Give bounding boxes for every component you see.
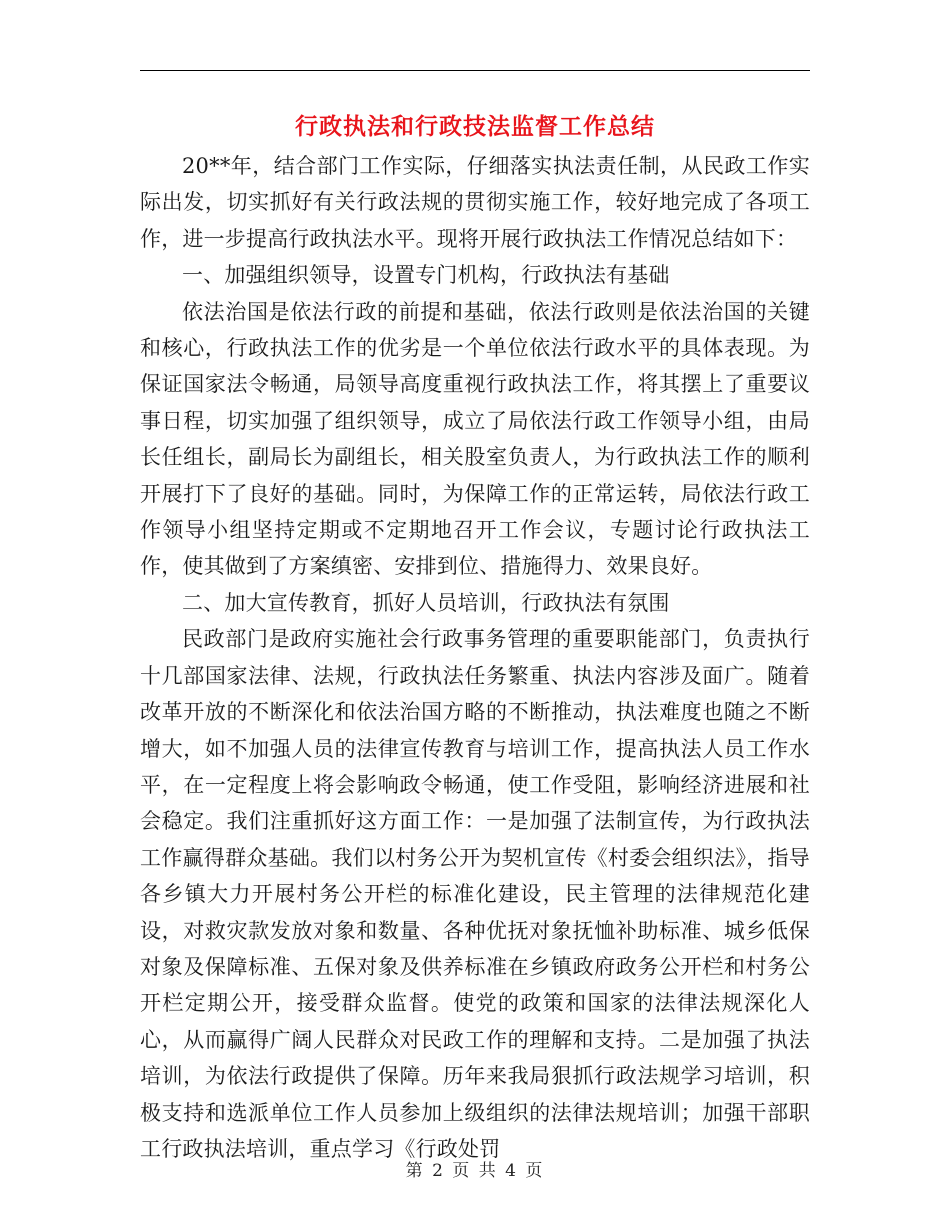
document-title: 行政执法和行政技法监督工作总结 bbox=[295, 113, 655, 140]
header-rule bbox=[140, 70, 810, 71]
paragraph-section-2: 民政部门是政府实施社会行政事务管理的重要职能部门，负责执行十几部国家法律、法规，行政执法任务繁重、执法内容涉及面广。随着改革开放的不断深化和依法治国方略的不断推动，执法难度也随之不断增大，如不加强人员的法律宣传教育与培训工作，提高执法人员工作水平，在一定程度上将会影响政令畅通，使工作受阻，影响经济进展和社会稳定。我们注重抓好这方面工作：一是加强了法制宣传，为行政执法工作赢得群众基础。我们以村务公开为契机宣传《村委会组织法》，指导各乡镇大力开展村务公开栏的标准化建设，民主管理的法律规范化建设，对救灾款发放对象和数量、各种优抚对象抚恤补助标准、城乡低保对象及保障标准、五保对象及供养标准在乡镇政府政务公开栏和村务公开栏定期公开，接受群众监督。使党的政策和国家的法律法规深化人心，从而赢得广阔人民群众对民政工作的理解和支持。二是加强了执法培训，为依法行政提供了保障。历年来我局狠抓行政法规学习培训，积极支持和选派单位工作人员参加上级组织的法律法规培训；加强干部职工行政执法培训，重点学习《行政处罚 bbox=[140, 627, 810, 1161]
section-heading-2: 二、加大宣传教育，抓好人员培训，行政执法有氛围 bbox=[182, 590, 670, 615]
document-body bbox=[140, 148, 810, 1167]
section-heading-1: 一、加强组织领导，设置专门机构，行政执法有基础 bbox=[182, 263, 670, 288]
paragraph-section-1: 依法治国是依法行政的前提和基础，依法行政则是依法治国的关键和核心，行政执法工作的优劣是一个单位依法行政水平的具体表现。为保证国家法令畅通，局领导高度重视行政执法工作，将其摆上了重要议事日程，切实加强了组织领导，成立了局依法行政工作领导小组，由局长任组长，副局长为副组长，相关股室负责人，为行政执法工作的顺利开展打下了良好的基础。同时，为保障工作的正常运转，局依法行政工作领导小组坚持定期或不定期地召开工作会议，专题讨论行政执法工作，使其做到了方案缜密、安排到位、措施得力、效果良好。 bbox=[140, 299, 810, 579]
page-number: 第 2 页 共 4 页 bbox=[405, 1161, 545, 1181]
paragraph-intro: 20**年，结合部门工作实际，仔细落实执法责任制，从民政工作实际出发，切实抓好有关行政法规的贯彻实施工作，较好地完成了各项工作，进一步提高行政执法水平。现将开展行政执法工作情况总结如下： bbox=[140, 154, 810, 251]
